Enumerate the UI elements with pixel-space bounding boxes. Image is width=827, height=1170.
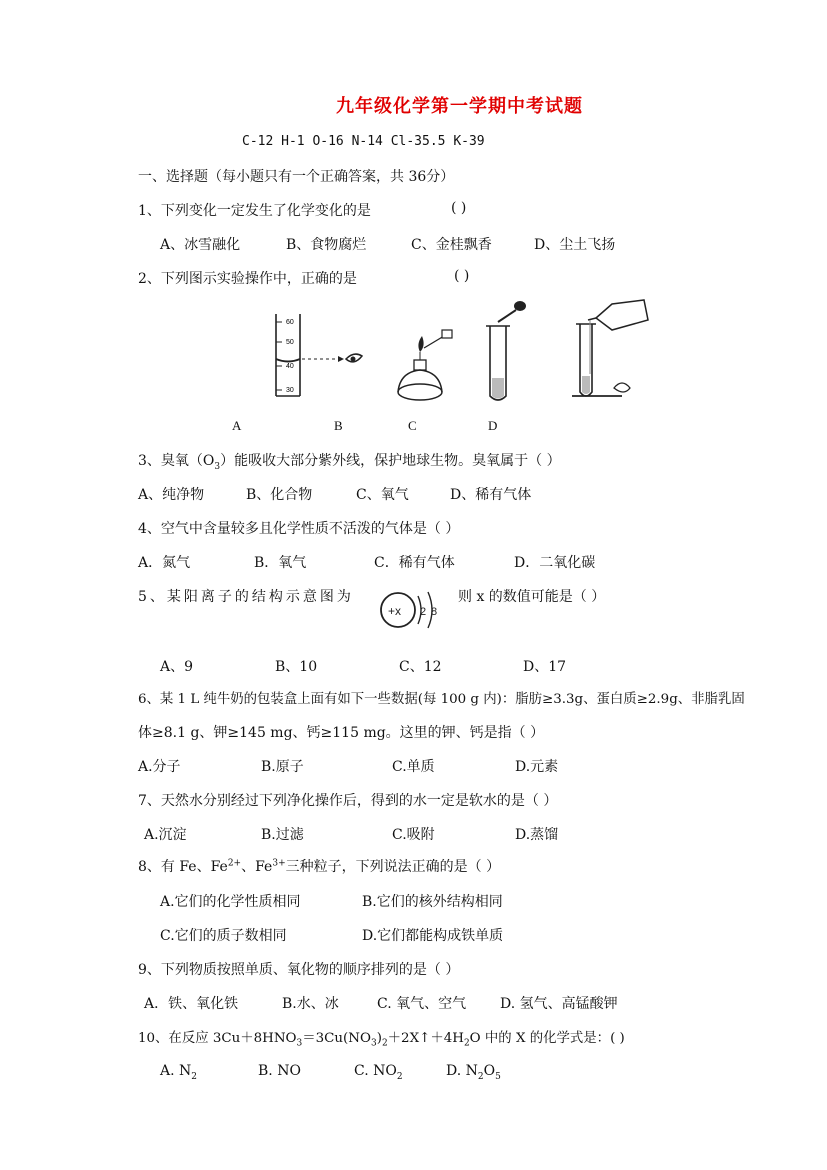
question-1-stem: 1、下列变化一定发生了化学变化的是 — [138, 203, 371, 219]
question-4-option-a: A．氮气 — [138, 555, 191, 571]
question-3-option-b: B、化合物 — [246, 487, 313, 503]
shell-1-electrons: 2 — [420, 606, 427, 618]
figure-label-d: D — [488, 418, 498, 433]
question-5-option-c: C、12 — [399, 659, 442, 675]
question-1-option-d: D、尘土飞扬 — [534, 237, 616, 253]
question-1-option-c: C、金桂飘香 — [411, 237, 492, 253]
question-10-option-b: B. NO — [258, 1063, 301, 1079]
figure-label-a: A — [232, 418, 242, 433]
question-5-option-d: D、17 — [523, 659, 567, 675]
question-7-option-a: A.沉淀 — [144, 827, 187, 843]
question-7-option-d: D.蒸馏 — [515, 827, 559, 843]
shell-2-electrons: 8 — [431, 606, 438, 618]
question-10-option-a: A. $N_2$ — [160, 1063, 197, 1082]
cylinder-mark-40: 40 — [286, 363, 294, 370]
question-3-option-a: A、纯净物 — [138, 487, 205, 503]
question-5-stem: 5、某阳离子的结构示意图为 — [138, 589, 354, 605]
question-6-option-b: B.原子 — [261, 759, 304, 775]
question-6-option-c: C.单质 — [392, 759, 435, 775]
lab-operations-figure — [262, 296, 662, 408]
question-2-answer-paren: ( ) — [454, 268, 470, 284]
dropper-test-tube-icon — [486, 301, 526, 400]
question-10-option-d: D. $N_2O_5$ — [446, 1063, 501, 1082]
question-2-stem: 2、下列图示实验操作中，正确的是 — [138, 271, 357, 287]
question-9-option-c: C. 氧气、空气 — [377, 996, 467, 1012]
question-8-option-a: A.它们的化学性质相同 — [160, 894, 301, 910]
figure-label-c: C — [408, 418, 417, 433]
cylinder-mark-60: 60 — [286, 319, 294, 326]
question-3-option-c: C、氧气 — [356, 487, 409, 503]
question-8-stem: 8、有 Fe、$Fe^{2+}$、$Fe^{3+}$三种粒子，下列说法正确的是（ ） — [138, 858, 501, 875]
eye-icon — [346, 354, 362, 362]
ion-structure-diagram — [374, 584, 446, 636]
nucleus-label: +x — [388, 604, 402, 618]
question-10-option-c: C. $NO_2$ — [354, 1063, 403, 1082]
question-4-stem: 4、空气中含量较多且化学性质不活泼的气体是（ ） — [138, 521, 460, 537]
section-header: 一、选择题（每小题只有一个正确答案，共 36分） — [138, 169, 455, 185]
question-7-stem: 7、天然水分别经过下列净化操作后，得到的水一定是软水的是（ ） — [138, 793, 558, 809]
question-6-option-d: D.元素 — [515, 759, 559, 775]
atomic-masses: C-12 H-1 O-16 N-14 Cl-35.5 K-39 — [242, 134, 485, 149]
question-5-option-a: A、9 — [160, 659, 194, 675]
question-1-option-a: A、冰雪融化 — [160, 237, 241, 253]
alcohol-lamp-icon — [398, 330, 452, 400]
question-4-option-b: B．氧气 — [254, 555, 307, 571]
question-7-option-b: B.过滤 — [261, 827, 304, 843]
question-10-stem: 10、在反应 $3Cu+8HNO_3=3Cu(NO_3)_2+2X↑+4H_2O$ 中的 X 的化学式是：( ) — [138, 1031, 625, 1049]
question-3-option-d: D、稀有气体 — [450, 487, 532, 503]
page-title: 九年级化学第一学期中考试题 — [336, 96, 583, 117]
question-8-option-c: C.它们的质子数相同 — [160, 928, 287, 944]
question-6-line-2: 体≥8.1 g、钾≥145 mg、钙≥115 mg。这里的钾、钙是指（ ） — [138, 725, 545, 741]
graduated-cylinder-icon — [276, 314, 344, 396]
question-9-option-d: D. 氢气、高锰酸钾 — [500, 996, 618, 1012]
question-9-stem: 9、下列物质按照单质、氧化物的顺序排列的是（ ） — [138, 962, 460, 978]
question-8-option-b: B.它们的核外结构相同 — [362, 894, 503, 910]
question-6-line-1: 6、某 1 L 纯牛奶的包装盒上面有如下一些数据(每 100 g 内)：脂肪≥3.3g、蛋白质≥2.9g、非脂乳固 — [138, 692, 745, 707]
question-5-option-b: B、10 — [275, 659, 318, 675]
question-1-option-b: B、食物腐烂 — [286, 237, 367, 253]
question-9-option-b: B.水、冰 — [282, 996, 339, 1012]
question-7-option-c: C.吸附 — [392, 827, 435, 843]
figure-label-b: B — [334, 418, 343, 433]
question-8-option-d: D.它们都能构成铁单质 — [362, 928, 504, 944]
cylinder-mark-50: 50 — [286, 339, 294, 346]
pouring-bottle-icon — [572, 300, 648, 396]
question-6-option-a: A.分子 — [138, 759, 181, 775]
question-3-stem: 3、臭氧$(O_3)$能吸收大部分紫外线，保护地球生物。臭氧属于（ ） — [138, 453, 561, 472]
question-4-option-d: D．二氧化碳 — [514, 555, 596, 571]
question-9-option-a: A．铁、氧化铁 — [144, 996, 239, 1012]
question-4-option-c: C．稀有气体 — [374, 555, 455, 571]
question-5-stem-end: 则 x 的数值可能是（ ） — [458, 589, 606, 605]
cylinder-mark-30: 30 — [286, 387, 294, 394]
question-1-answer-paren: ( ) — [451, 200, 467, 216]
